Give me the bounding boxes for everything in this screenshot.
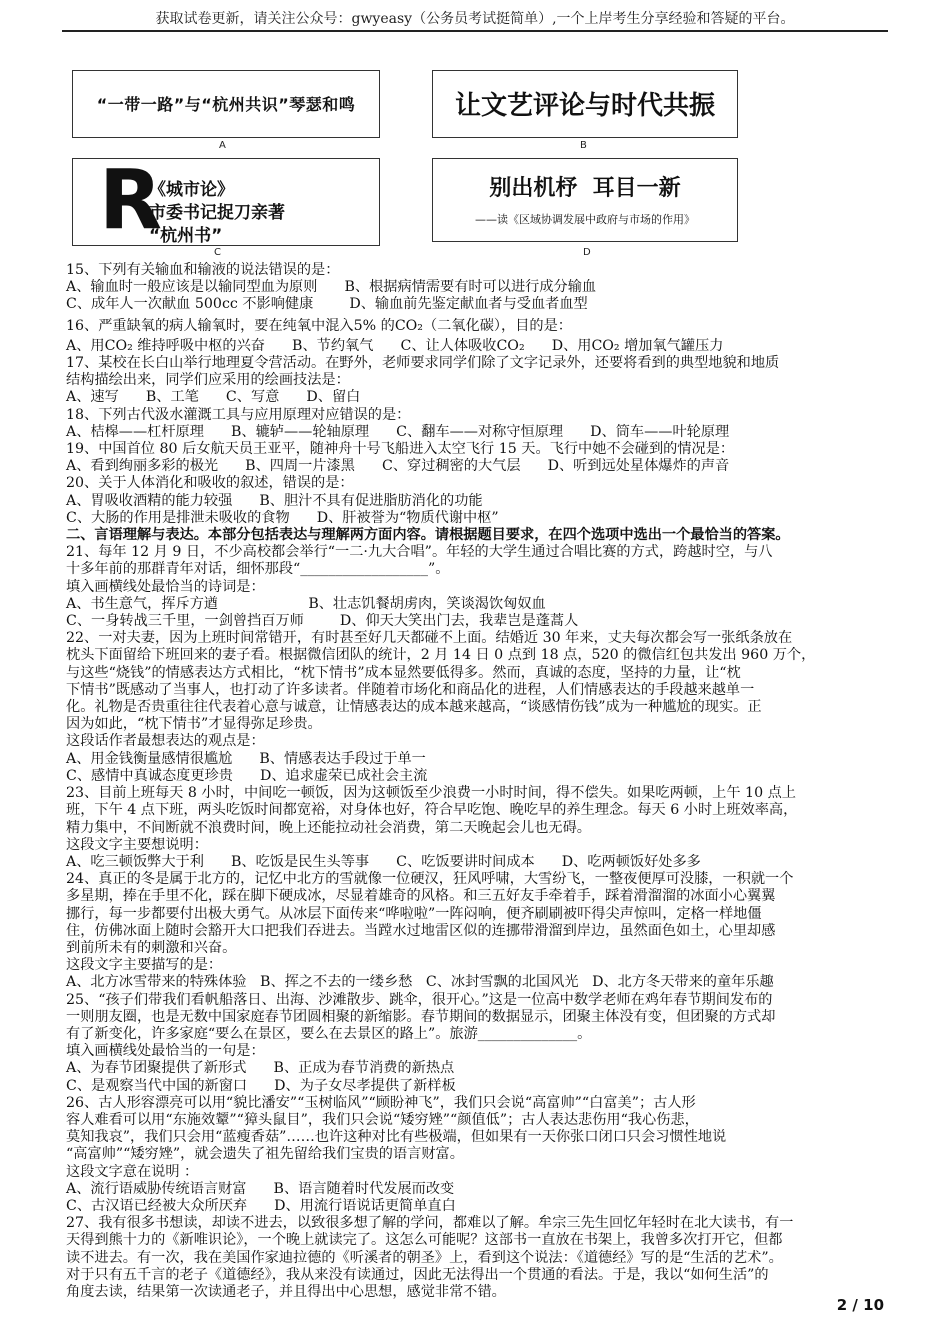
text-line: 天得到熊十力的《新唯识论》，一个晚上就读完了。这怎么可能呢？这部书一直放在书架上，我曾多次打开它，但都 bbox=[66, 1232, 783, 1249]
text-line: 角度去读，结果第一次读通老子，并且得出中心思想，感觉非常不错。 bbox=[66, 1283, 506, 1300]
figure-b bbox=[432, 70, 738, 138]
figure-b-caption: B bbox=[580, 140, 587, 151]
text-line: 十多年前的那群青年对话，细怀那段“__________________”。 bbox=[66, 561, 450, 578]
text-line: “高富帅”“矮穷矬”，就会遗失了祖先留给我们宝贵的语言财富。 bbox=[66, 1146, 464, 1163]
text-line: 15、下列有关输血和输液的说法错误的是： bbox=[66, 262, 340, 278]
figure-b-text: 让文艺评论与时代共振 bbox=[454, 91, 715, 121]
text-line: 有了新变化，许多家庭“要么在景区，要么在去景区的路上”。旅游______________。 bbox=[66, 1025, 592, 1042]
text-line: 23、目前上班每天 8 小时，中间吃一顿饭，因为这顿饭至少浪费一小时时间，得不偿失。如果吃两顿，上午 10 点上 bbox=[66, 785, 796, 802]
text-line: 化。礼物是否贵重往往代表着心意与诚意，让情感表达的成本越来越高，“谈感情伤钱”成为一种尴尬的现实。正 bbox=[66, 699, 762, 716]
figure-c-line3: “杭州书” bbox=[149, 226, 223, 246]
text-line: 25、“孩子们带我们看帆船落日、出海、沙滩散步、跳伞，很开心。”这是一位高中数学老师在鸡年春节期间发布的 bbox=[66, 991, 773, 1008]
text-line: A、用金钱衡量感情很尴尬 B、情感表达手段过于单一 bbox=[66, 750, 426, 767]
text-line: C、成年人一次献血 500cc 不影响健康 D、输血前先鉴定献血者与受血者血型 bbox=[66, 296, 588, 313]
text-line: 填入画横线处最恰当的一句是： bbox=[66, 1043, 265, 1060]
header-divider bbox=[62, 30, 888, 32]
text-line: 因为如此，“枕下情书”才显得弥足珍贵。 bbox=[66, 716, 322, 733]
text-line: 这段文字主要描写的是： bbox=[66, 957, 223, 974]
text-line: 一则朋友圈，也是无数中国家庭春节团圆相聚的新缩影。春节期间的数据显示，团聚主体没有变，但团聚的方式却 bbox=[66, 1008, 776, 1025]
text-line: 18、下列古代汲水灌溉工具与应用原理对应错误的是： bbox=[66, 406, 411, 423]
text-line: 挪行，每一步都要付出极大勇气。从冰层下面传来“哗啦啦”一阵闷响，便齐刷刷被吓得尖声惊叫，定格一样地僵 bbox=[66, 905, 762, 922]
text-line: 对于只有五千言的老子《道德经》，我从来没有读通过，因此无法得出一个贯通的看法。于是，我以“如何生活”的 bbox=[66, 1266, 769, 1283]
text-line: 与这些“烧钱”的情感表达方式相比，“枕下情书”成本显然要低得多。然而，真诚的态度，坚持的力量，让“枕 bbox=[66, 664, 741, 681]
text-line: 多星期，捧在手里不化，踩在脚下硬成冰，尽显着雄奇的风格。和三五好友手牵着手，踩着滑溜溜的冰面小心翼翼 bbox=[66, 888, 776, 905]
figure-a bbox=[72, 70, 380, 138]
figure-d bbox=[432, 158, 738, 242]
text-line: 住，仿佛冰面上随时会豁开大口把我们吞进去。当蹚水过地雷区似的连挪带滑溜到岸边，虽然面色如土，心里却感 bbox=[66, 922, 776, 939]
figure-c bbox=[72, 153, 380, 248]
figure-d-caption: D bbox=[583, 247, 591, 258]
page-number: 2 / 10 bbox=[836, 1296, 884, 1314]
text-line: 24、真正的冬是属于北方的，记忆中北方的雪就像一位硬汉，狂风呼啸，大雪纷飞，一整夜便厚可没膝，一积就一个 bbox=[66, 871, 794, 888]
text-line: A、为春节团聚提供了新形式 B、正成为春节消费的新热点 bbox=[66, 1060, 455, 1077]
text-line: 容人难看可以用“东施效颦”“獐头鼠目”，我们只会说“矮穷矬”“颜值低”；古人表达悲伤用“我心伤悲， bbox=[66, 1111, 699, 1128]
figure-d-subtitle: ——读《区域协调发展中政府与市场的作用》 bbox=[475, 213, 695, 226]
text-line: 下情书”既感动了当事人，也打动了许多读者。伴随着市场化和商品化的进程，人们情感表达的手段越来越单一 bbox=[66, 681, 755, 698]
figure-a-caption: A bbox=[219, 140, 226, 151]
text-line: 这段文字意在说明 ： bbox=[66, 1163, 199, 1180]
text-line: C、大肠的作用是排泄未吸收的食物 D、肝被誉为“物质代谢中枢” bbox=[66, 509, 499, 526]
figure-c-line1: 《城市论》 bbox=[149, 180, 234, 200]
figure-c-line2: 市委书记捉刀亲著 bbox=[149, 203, 285, 223]
text-line: 这段文字主要想说明： bbox=[66, 836, 208, 853]
text-line: A、速写 B、工笔 C、写意 D、留白 bbox=[66, 389, 361, 406]
text-line: C、古汉语已经被大众所厌弃 D、用流行语说话更简单直白 bbox=[66, 1197, 456, 1214]
text-line: A、北方冰雪带来的特殊体验 B、挥之不去的一缕乡愁 C、冰封雪飘的北国风光 D、北方冬天带来的童年乐趣 bbox=[66, 974, 774, 991]
text-line: 20、关于人体消化和吸收的叙述，错误的是： bbox=[66, 475, 354, 492]
text-line: C、是观察当代中国的新窗口 D、为子女尽孝提供了新样板 bbox=[66, 1077, 456, 1094]
text-line: 枕头下面留给下班回来的妻子看。根据微信团队的统计，2 月 14 日 0 点到 18 点，520 的微信红包共发出 960 万个， bbox=[66, 647, 816, 664]
text-line: A、流行语威胁传统语言财富 B、语言随着时代发展而改变 bbox=[66, 1180, 455, 1197]
text-line: 22、一对夫妻，因为上班时间常错开，有时甚至好几天都碰不上面。结婚近 30 年来，丈夫每次都会写一张纸条放在 bbox=[66, 630, 793, 647]
question-content bbox=[66, 262, 888, 1301]
text-line: 27、我有很多书想读，却读不进去，以致很多想了解的学问，都难以了解。牟宗三先生回忆年轻时在北大读书，有一 bbox=[66, 1215, 794, 1232]
figure-a-text: “一带一路”与“杭州共识”琴瑟和鸣 bbox=[96, 95, 356, 114]
section-heading: 二、言语理解与表达。本部分包括表达与理解两方面内容。请根据题目要求，在四个选项中选出一个最恰当的答案。 bbox=[66, 527, 790, 544]
text-line: C、一身转战三千里，一剑曾挡百万师 D、仰天大笑出门去，我辈岂是蓬蒿人 bbox=[66, 613, 579, 630]
text-line: A、胃吸收酒精的能力较强 B、胆汁不具有促进脂肪消化的功能 bbox=[66, 492, 483, 509]
text-line: 结构描绘出来，同学们应采用的绘画技法是： bbox=[66, 372, 350, 389]
text-line: A、书生意气，挥斥方遒 B、壮志饥餐胡虏肉，笑谈渴饮匈奴血 bbox=[66, 595, 546, 612]
figure-d-title: 别出机杼 耳目一新 bbox=[489, 176, 681, 201]
figure-c-logo-letter: R bbox=[99, 153, 163, 248]
text-line: A、输血时一般应该是以输同型血为原则 B、根据病情需要有时可以进行成分输血 bbox=[66, 279, 597, 296]
page-header: 获取试卷更新，请关注公众号：gwyeasy（公务员考试挺简单）,一个上岸考生分享经验和答疑的平台。 bbox=[155, 11, 795, 27]
text-line: A、吃三顿饭弊大于利 B、吃饭是民生头等事 C、吃饭要讲时间成本 D、吃两顿饭好处多多 bbox=[66, 853, 701, 870]
text-line: 21、每年 12 月 9 日，不少高校都会举行“一二·九大合唱”。年轻的大学生通过合唱比赛的方式，跨越时空，与八 bbox=[66, 544, 773, 561]
text-line: 26、古人形容漂亮可以用“貌比潘安”“玉树临风”“顾盼神飞”，我们只会说“高富帅”“白富美”；古人形 bbox=[66, 1094, 696, 1111]
text-line: 莫知我哀”，我们只会用“蓝瘦香菇”……也许这种对比有些极端，但如果有一天你张口闭口只会习惯性地说 bbox=[66, 1129, 727, 1146]
text-line: 16、严重缺氧的病人输氧时，要在纯氧中混入5% 的CO₂（二氧化碳），目的是： bbox=[66, 317, 572, 334]
text-line: 19、中国首位 80 后女航天员王亚平，随神舟十号飞船进入太空飞行 15 天。飞行中她不会碰到的情况是： bbox=[66, 441, 735, 458]
text-line: 到前所未有的刺激和兴奋。 bbox=[66, 939, 237, 956]
figure-c-caption: C bbox=[214, 247, 221, 258]
text-line: 精力集中，不间断就不浪费时间，晚上还能拉动社会消费，第二天晚起会儿也无碍。 bbox=[66, 819, 591, 836]
text-line: A、用CO₂ 维持呼吸中枢的兴奋 B、节约氧气 C、让人体吸收CO₂ D、用CO₂ 增加氧气罐压力 bbox=[66, 337, 724, 354]
text-line: C、感情中真诚态度更珍贵 D、追求虚荣已成社会主流 bbox=[66, 767, 428, 784]
text-line: A、桔槔——杠杆原理 B、辘轳——轮轴原理 C、翻车——对称守恒原理 D、筒车——叶轮原理 bbox=[66, 423, 730, 440]
text-line: 这段话作者最想表达的观点是： bbox=[66, 733, 265, 750]
text-line: 班，下午 4 点下班，两头吃饭时间都宽裕，对身体也好，符合早吃饱、晚吃早的养生理念。每天 6 小时上班效率高， bbox=[66, 802, 798, 819]
text-line: 填入画横线处最恰当的诗词是： bbox=[66, 578, 265, 595]
text-line: A、看到绚丽多彩的极光 B、四周一片漆黑 C、穿过稠密的大气层 D、听到远处星体爆炸的声音 bbox=[66, 458, 730, 475]
text-line: 读不进去。有一次，我在美国作家迪拉德的《听溪者的朝圣》上，看到这个说法：《道德经》写的是“生活的艺术”。 bbox=[66, 1249, 783, 1266]
text-line: 17、某校在长白山举行地理夏令营活动。在野外，老师要求同学们除了文字记录外，还要将看到的典型地貌和地质 bbox=[66, 355, 780, 372]
